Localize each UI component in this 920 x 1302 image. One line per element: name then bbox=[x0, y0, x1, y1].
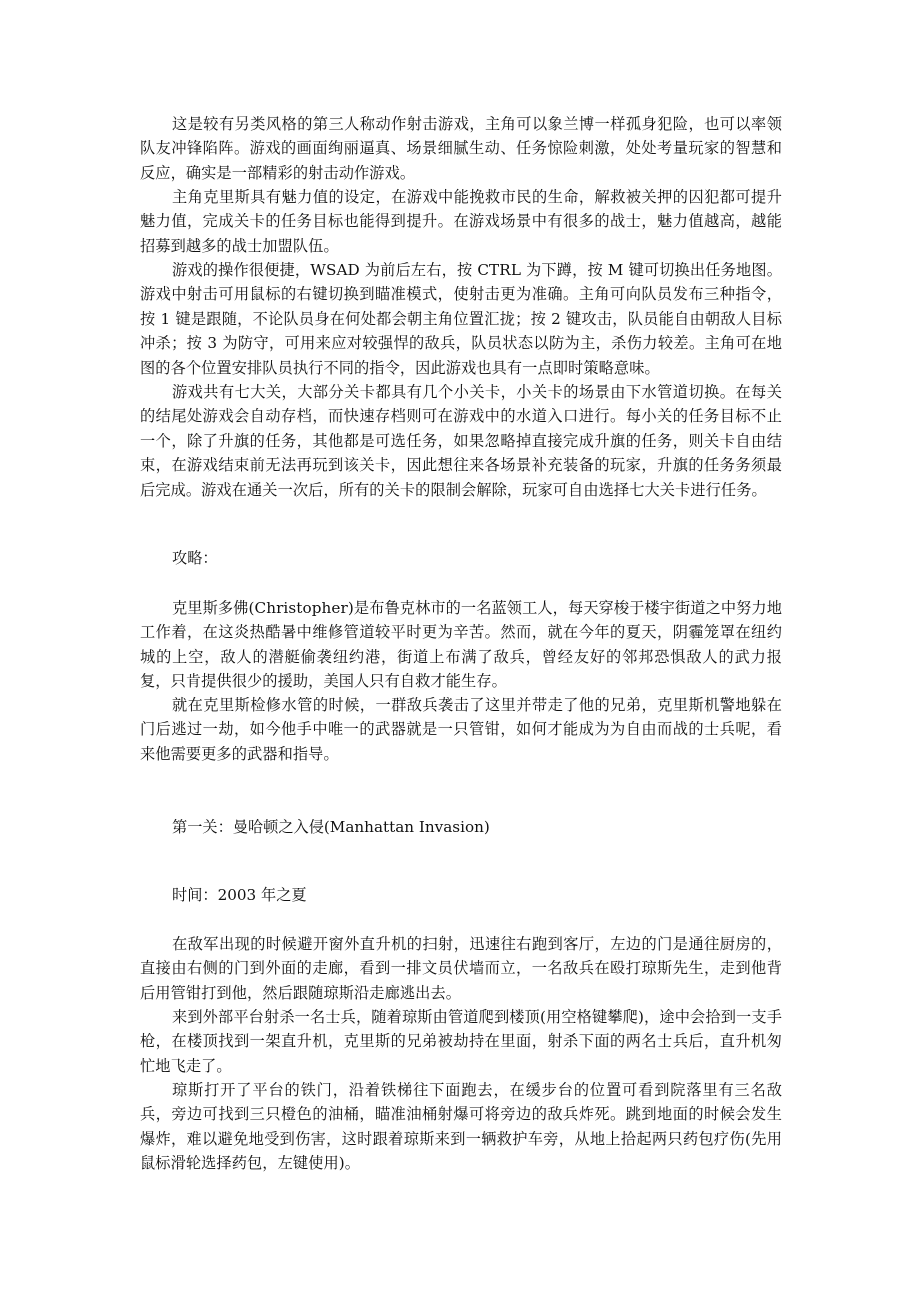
intro-paragraph-4: 游戏共有七大关，大部分关卡都具有几个小关卡，小关卡的场景由下水管道切换。在每关的结尾处游戏会自动存档，而快速存档则可在游戏中的水道入口进行。每小关的任务目标不止一个，除了升旗的任务，其他都是可选任务，如果忽略掉直接完成升旗的任务，则关卡自由结束，在游戏结束前无法再玩到该关卡，因此想往来各场景补充装备的玩家，升旗的任务务须最后完成。游戏在通关一次后，所有的关卡的限制会解除，玩家可自由选择七大关卡进行任务。 bbox=[140, 383, 782, 499]
level-paragraph-3: 琼斯打开了平台的铁门，沿着铁梯往下面跑去，在缓步台的位置可看到院落里有三名敌兵，旁边可找到三只橙色的油桶，瞄准油桶射爆可将旁边的敌兵炸死。跳到地面的时候会发生爆炸，难以避免地受到伤害，这时跟着琼斯来到一辆救护车旁，从地上拾起两只药包疗伤(先用鼠标滑轮选择药包，左键使用)。 bbox=[140, 1081, 782, 1173]
level-paragraph-2: 来到外部平台射杀一名士兵，随着琼斯由管道爬到楼顶(用空格键攀爬)，途中会拾到一支手枪，在楼顶找到一架直升机，克里斯的兄弟被劫持在里面，射杀下面的两名士兵后，直升机匆忙地飞走了。 bbox=[140, 1008, 782, 1075]
intro-paragraph-2: 主角克里斯具有魅力值的设定，在游戏中能挽救市民的生命，解救被关押的囚犯都可提升魅力值，完成关卡的任务目标也能得到提升。在游戏场景中有很多的战士，魅力值越高，越能招募到越多的战士加盟队伍。 bbox=[140, 188, 782, 255]
level-time: 时间：2003 年之夏 bbox=[172, 886, 307, 904]
level-title: 第一关：曼哈顿之入侵(Manhattan Invasion) bbox=[172, 818, 490, 836]
intro-paragraph-3: 游戏的操作很便捷，WSAD 为前后左右，按 CTRL 为下蹲，按 M 键可切换出任务地图。游戏中射击可用鼠标的右键切换到瞄准模式，使射击更为准确。主角可向队员发布三种指令，按 1 键是跟随，不论队员身在何处都会朝主角位置汇拢；按 2 键攻击，队员能自由朝敌人目标冲杀；按 3 为防守，可用来应对较强悍的敌兵，队员状态以防为主，杀伤力较差。主角可在地图的各个位置安排队员执行不同的指令，因此游戏也具有一点即时策略意味。 bbox=[140, 261, 782, 377]
intro-paragraph-1: 这是较有另类风格的第三人称动作射击游戏，主角可以象兰博一样孤身犯险，也可以率领队友冲锋陷阵。游戏的画面绚丽逼真、场景细腻生动、任务惊险刺激，处处考量玩家的智慧和反应，确实是一部精彩的射击动作游戏。 bbox=[140, 115, 782, 182]
level-paragraph-1: 在敌军出现的时候避开窗外直升机的扫射，迅速往右跑到客厅，左边的门是通往厨房的，直接由右侧的门到外面的走廊，看到一排文员伏墙而立，一名敌兵在殴打琼斯先生，走到他背后用管钳打到他，然后跟随琼斯沿走廊逃出去。 bbox=[140, 935, 782, 1002]
guide-paragraph-1: 克里斯多佛(Christopher)是布鲁克林市的一名蓝领工人，每天穿梭于楼宇街道之中努力地工作着，在这炎热酷暑中维修管道较平时更为辛苦。然而，就在今年的夏天，阴霾笼罩在纽约城的上空，敌人的潜艇偷袭纽约港，街道上布满了敌兵，曾经友好的邻邦恐惧敌人的武力报复，只肯提供很少的援助，美国人只有自救才能生存。 bbox=[140, 599, 782, 691]
guide-paragraph-2: 就在克里斯检修水管的时候，一群敌兵袭击了这里并带走了他的兄弟，克里斯机警地躲在门后逃过一劫，如今他手中唯一的武器就是一只管钳，如何才能成为为自由而战的士兵呢，看来他需要更多的武器和指导。 bbox=[140, 696, 782, 763]
guide-heading: 攻略： bbox=[172, 549, 218, 567]
